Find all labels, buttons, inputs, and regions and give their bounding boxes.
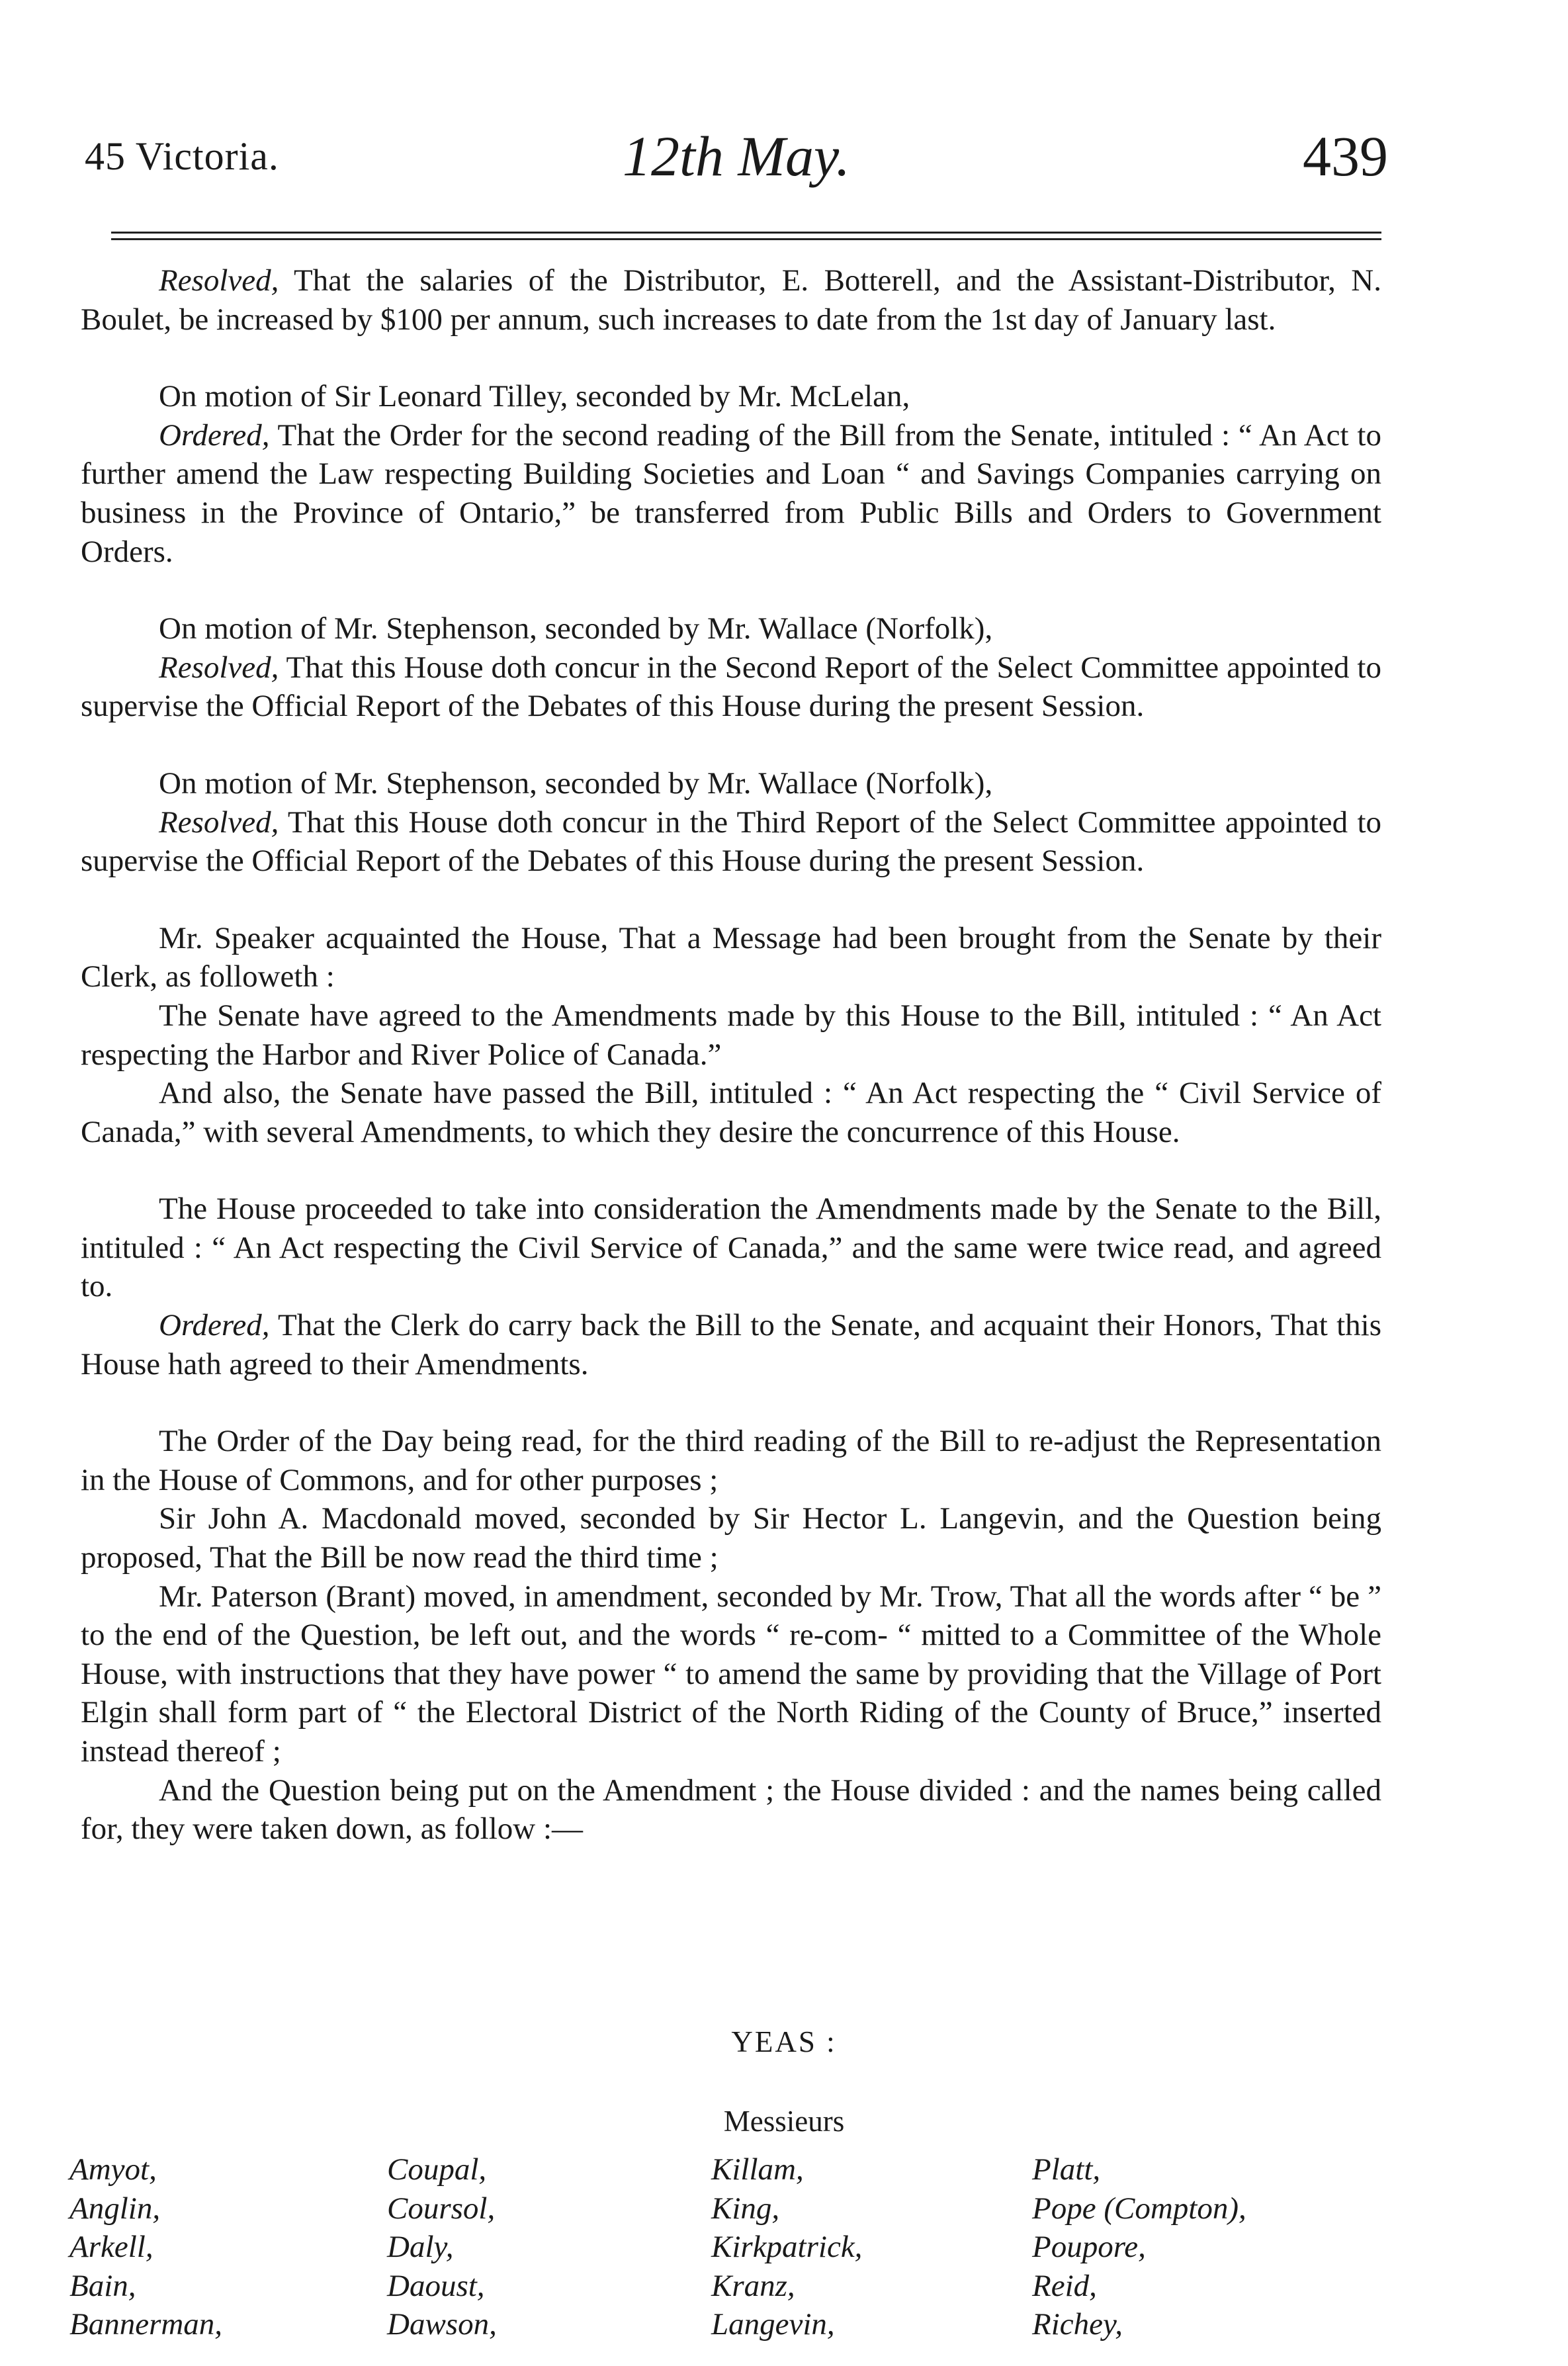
paragraph-text: That this House doth concur in the Third Report of the Select Committee appointed to supervise the Official Report of the Debates of this House during the present Session. bbox=[81, 805, 1381, 879]
member-name: King, bbox=[711, 2191, 780, 2226]
member-name: Coursol, bbox=[387, 2191, 496, 2226]
member-name: Reid, bbox=[1032, 2268, 1097, 2303]
member-name: Daly, bbox=[387, 2230, 454, 2265]
member-name: Platt, bbox=[1032, 2152, 1101, 2187]
paragraph-text: The Senate have agreed to the Amendments made by this House to the Bill, intituled : “ An Act respecting the Harbor and River Police of Canada.” bbox=[81, 998, 1381, 1072]
paragraph bbox=[81, 803, 1381, 881]
paragraph-text: Mr. Paterson (Brant) moved, in amendment, seconded by Mr. Trow, That all the words after “ be ” to the end of the Question, be left out, and the words “ re-com- “ mitted to a Committee of the Whole House, with instructions that they have power “ to amend the same by providing that the Village of Port Elgin shall form part of “ the Electoral District of the North Riding of the County of Bruce,” inserted instead thereof ; bbox=[81, 1579, 1381, 1769]
paragraph bbox=[81, 1306, 1381, 1383]
paragraph bbox=[81, 1499, 1381, 1577]
header-rule-bottom bbox=[111, 238, 1381, 240]
paragraph-text: On motion of Mr. Stephenson, seconded by Mr. Wallace (Norfolk), bbox=[159, 611, 993, 646]
paragraph-text: That the Order for the second reading of the Bill from the Senate, intituled : “ An Act to further amend the Law respecting Building Societies and Loan “ and Savings Companies carrying on business in the Province of Ontario,” be transferred from Public Bills and Orders to Government Orders. bbox=[81, 417, 1381, 569]
paragraph bbox=[81, 1771, 1381, 1849]
paragraph-text: That this House doth concur in the Second Report of the Select Committee appointed to supervise the Official Report of the Debates of this House during the present Session. bbox=[81, 650, 1381, 724]
header-rule-top bbox=[111, 232, 1381, 234]
member-name: Langevin, bbox=[711, 2307, 835, 2342]
paragraph-text: That the Clerk do carry back the Bill to the Senate, and acquaint their Honors, That this House hath agreed to their Amendments. bbox=[81, 1308, 1381, 1381]
running-head bbox=[85, 118, 1388, 197]
name-column bbox=[387, 2150, 497, 2344]
paragraph-lead: Resolved, bbox=[159, 650, 279, 685]
member-name: Richey, bbox=[1032, 2307, 1123, 2342]
paragraph bbox=[81, 1422, 1381, 1499]
paragraph-text: The Order of the Day being read, for the third reading of the Bill to re-adjust the Representation in the House of Commons, and for other purposes ; bbox=[81, 1424, 1381, 1497]
paragraph bbox=[81, 377, 1381, 416]
paragraph-text: On motion of Mr. Stephenson, seconded by Mr. Wallace (Norfolk), bbox=[159, 766, 993, 801]
paragraph-lead: Resolved, bbox=[159, 805, 279, 840]
paragraph bbox=[81, 919, 1381, 996]
paragraph bbox=[81, 1577, 1381, 1771]
member-name: Bannerman, bbox=[69, 2307, 223, 2342]
paragraph bbox=[81, 609, 1381, 648]
name-column bbox=[711, 2150, 862, 2344]
messieurs-heading: Messieurs bbox=[723, 2105, 845, 2138]
paragraph-text: Mr. Speaker acquainted the House, That a Message had been brought from the Senate by their Clerk, as followeth : bbox=[81, 920, 1381, 994]
paragraph-text: And also, the Senate have passed the Bill, intituled : “ An Act respecting the “ Civil Service of Canada,” with several Amendments, to which they desire the concurrence of this House. bbox=[81, 1076, 1381, 1149]
name-column bbox=[69, 2150, 222, 2344]
member-name: Killam, bbox=[711, 2152, 804, 2187]
member-name: Dawson, bbox=[387, 2307, 497, 2342]
member-name: Arkell, bbox=[69, 2230, 153, 2265]
paragraph bbox=[81, 764, 1381, 803]
paragraph-lead: Resolved, bbox=[159, 263, 279, 298]
member-name: Anglin, bbox=[69, 2191, 161, 2226]
paragraph-text: And the Question being put on the Amendment ; the House divided : and the names being called for, they were taken down, as follow :— bbox=[81, 1773, 1381, 1847]
paragraph bbox=[81, 1190, 1381, 1306]
paragraph bbox=[81, 1074, 1381, 1151]
paragraph bbox=[81, 996, 1381, 1074]
member-name: Bain, bbox=[69, 2268, 136, 2303]
member-name: Kirkpatrick, bbox=[711, 2230, 863, 2265]
paragraph-lead: Ordered, bbox=[159, 417, 270, 453]
page-number: 439 bbox=[1303, 124, 1388, 188]
member-name: Daoust, bbox=[387, 2268, 485, 2303]
paragraph-text: On motion of Sir Leonard Tilley, seconded by Mr. McLelan, bbox=[159, 379, 910, 414]
paragraph-text: Sir John A. Macdonald moved, seconded by Sir Hector L. Langevin, and the Question being proposed, That the Bill be now read the third time ; bbox=[81, 1501, 1381, 1575]
journal-text bbox=[81, 261, 1381, 1849]
member-name: Amyot, bbox=[69, 2152, 157, 2187]
member-name: Kranz, bbox=[711, 2268, 795, 2303]
paragraph bbox=[81, 261, 1381, 339]
paragraph-text: The House proceeded to take into consideration the Amendments made by the Senate to the Bill, intituled : “ An Act respecting the Civil Service of Canada,” and the same were twice read, and agreed to. bbox=[81, 1192, 1381, 1304]
member-name: Poupore, bbox=[1032, 2230, 1146, 2265]
paragraph-text: That the salaries of the Distributor, E. Botterell, and the Assistant-Distributor, N. Boulet, be increased by $100 per annum, such increases to date from the 1st day of January last. bbox=[81, 263, 1381, 337]
member-name: Coupal, bbox=[387, 2152, 487, 2187]
paragraph-lead: Ordered, bbox=[159, 1308, 270, 1343]
page-date: 12th May. bbox=[623, 124, 850, 188]
paragraph bbox=[81, 648, 1381, 726]
paragraph bbox=[81, 416, 1381, 571]
yeas-heading: YEAS : bbox=[731, 2025, 837, 2058]
member-name: Pope (Compton), bbox=[1032, 2191, 1246, 2226]
name-column bbox=[1032, 2150, 1246, 2344]
regnal-year: 45 Victoria. bbox=[85, 134, 279, 178]
